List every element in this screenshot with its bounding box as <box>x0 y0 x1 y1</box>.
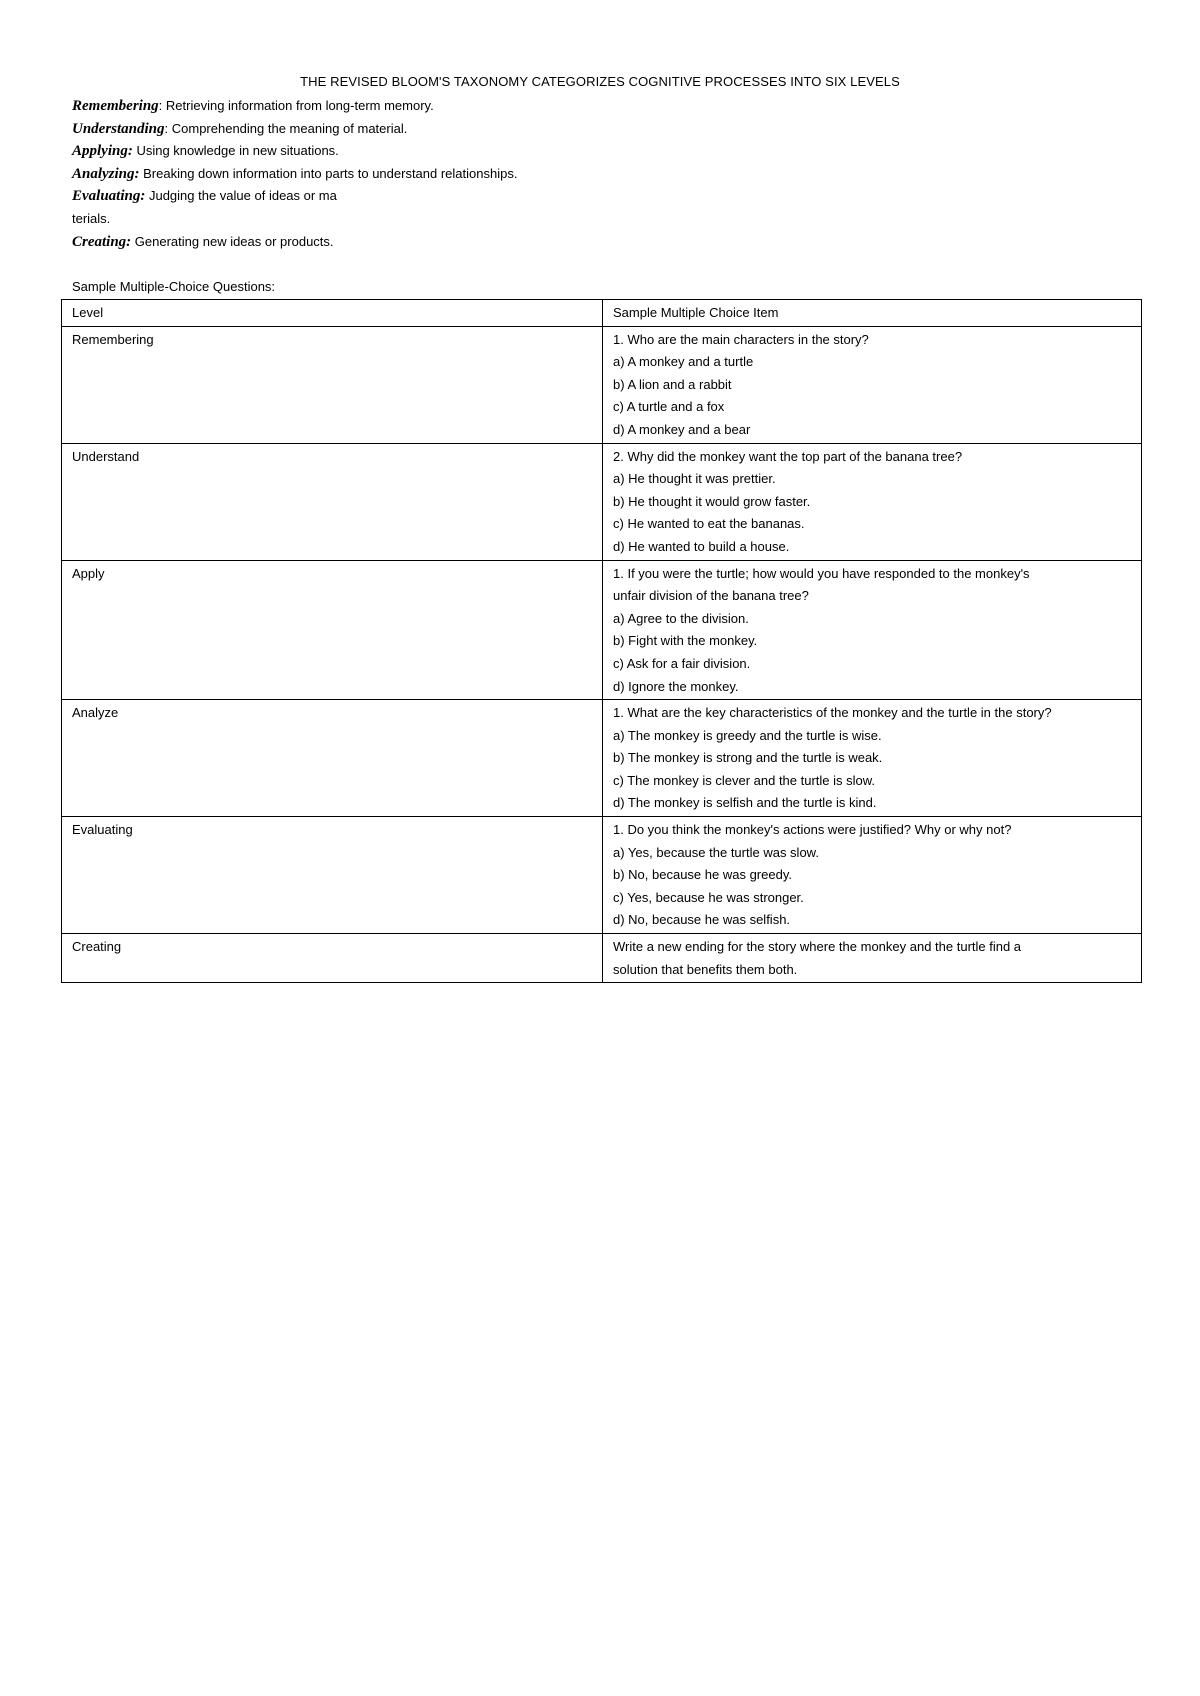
definition-text: Using knowledge in new situations. <box>132 143 339 159</box>
item-cell <box>603 560 1142 700</box>
definition-text: Generating new ideas or products. <box>131 233 334 249</box>
definition-evaluating <box>72 185 772 208</box>
level-cell: Creating <box>62 934 603 983</box>
definition-term: Creating: <box>72 233 132 250</box>
level-cell: Analyze <box>62 700 603 817</box>
column-header-level: Level <box>62 300 603 327</box>
questions-table <box>61 299 1142 983</box>
definition-term: Evaluating: <box>72 188 146 205</box>
level-cell: Understand <box>62 443 603 560</box>
question-line: d) No, because he was selfish. <box>613 912 791 928</box>
definition-applying <box>72 140 772 163</box>
question-line: a) Agree to the division. <box>613 610 749 626</box>
definition-evaluating-continued <box>72 208 772 231</box>
question-line: a) He thought it was prettier. <box>613 471 776 487</box>
question-line: b) The monkey is strong and the turtle is weak. <box>613 750 883 766</box>
definition-term: Analyzing: <box>72 165 140 182</box>
item-cell <box>603 700 1142 817</box>
definition-text: : Retrieving information from long-term memory. <box>158 98 434 113</box>
question-line: a) The monkey is greedy and the turtle is wise. <box>613 727 882 743</box>
table-row <box>62 560 1142 700</box>
question-line: c) A turtle and a fox <box>613 399 725 415</box>
definition-term: Remembering <box>72 98 159 114</box>
question-text: 1. Do you think the monkey's actions were justified? Why or why not? <box>613 822 1012 838</box>
question-line: solution that benefits them both. <box>613 961 798 977</box>
definition-term: Understanding <box>72 120 165 137</box>
level-cell: Remembering <box>62 326 603 443</box>
definition-term: Applying: <box>72 143 133 160</box>
question-line: a) A monkey and a turtle <box>613 354 754 370</box>
question-line: d) He wanted to build a house. <box>613 538 790 554</box>
table-row <box>62 326 1142 443</box>
question-line: b) He thought it would grow faster. <box>613 493 811 509</box>
question-text: 1. What are the key characteristics of the monkey and the turtle in the story? <box>613 705 1052 721</box>
question-line: c) He wanted to eat the bananas. <box>613 516 805 532</box>
definition-text: Judging the value of ideas or ma <box>145 188 337 204</box>
question-text: 2. Why did the monkey want the top part of the banana tree? <box>613 448 963 464</box>
definitions-list <box>72 95 772 253</box>
sample-questions-heading: Sample Multiple-Choice Questions: <box>72 279 276 294</box>
definition-understanding <box>72 118 772 141</box>
question-line: unfair division of the banana tree? <box>613 588 809 604</box>
question-line: c) The monkey is clever and the turtle is slow. <box>613 772 876 788</box>
question-line: a) Yes, because the turtle was slow. <box>613 844 819 860</box>
question-text: 1. Who are the main characters in the story? <box>613 331 869 347</box>
question-text: Write a new ending for the story where the monkey and the turtle find a <box>613 939 1022 955</box>
question-line: d) The monkey is selfish and the turtle is kind. <box>613 795 877 811</box>
definition-analyzing <box>72 163 772 186</box>
question-line: d) Ignore the monkey. <box>613 678 739 694</box>
question-line: b) Fight with the monkey. <box>613 633 758 649</box>
table-header-row <box>62 300 1142 327</box>
column-header-item: Sample Multiple Choice Item <box>603 300 1142 327</box>
item-cell <box>603 934 1142 983</box>
question-line: b) No, because he was greedy. <box>613 867 792 883</box>
question-text: 1. If you were the turtle; how would you have responded to the monkey's <box>613 565 1030 581</box>
question-line: b) A lion and a rabbit <box>613 376 732 392</box>
table-row <box>62 700 1142 817</box>
table-row <box>62 443 1142 560</box>
level-cell: Evaluating <box>62 817 603 934</box>
definition-text: Breaking down information into parts to understand relationships. <box>139 165 518 181</box>
definition-remembering <box>72 95 772 118</box>
definition-creating <box>72 231 772 254</box>
item-cell <box>603 326 1142 443</box>
table-row <box>62 934 1142 983</box>
question-line: d) A monkey and a bear <box>613 421 751 437</box>
item-cell <box>603 443 1142 560</box>
definition-text: terials. <box>72 210 111 226</box>
table-row <box>62 817 1142 934</box>
question-line: c) Ask for a fair division. <box>613 655 751 671</box>
document-title: THE REVISED BLOOM'S TAXONOMY CATEGORIZES COGNITIVE PROCESSES INTO SIX LEVELS <box>300 74 900 89</box>
level-cell: Apply <box>62 560 603 700</box>
item-cell <box>603 817 1142 934</box>
question-line: c) Yes, because he was stronger. <box>613 889 804 905</box>
definition-text: : Comprehending the meaning of material. <box>164 120 408 136</box>
